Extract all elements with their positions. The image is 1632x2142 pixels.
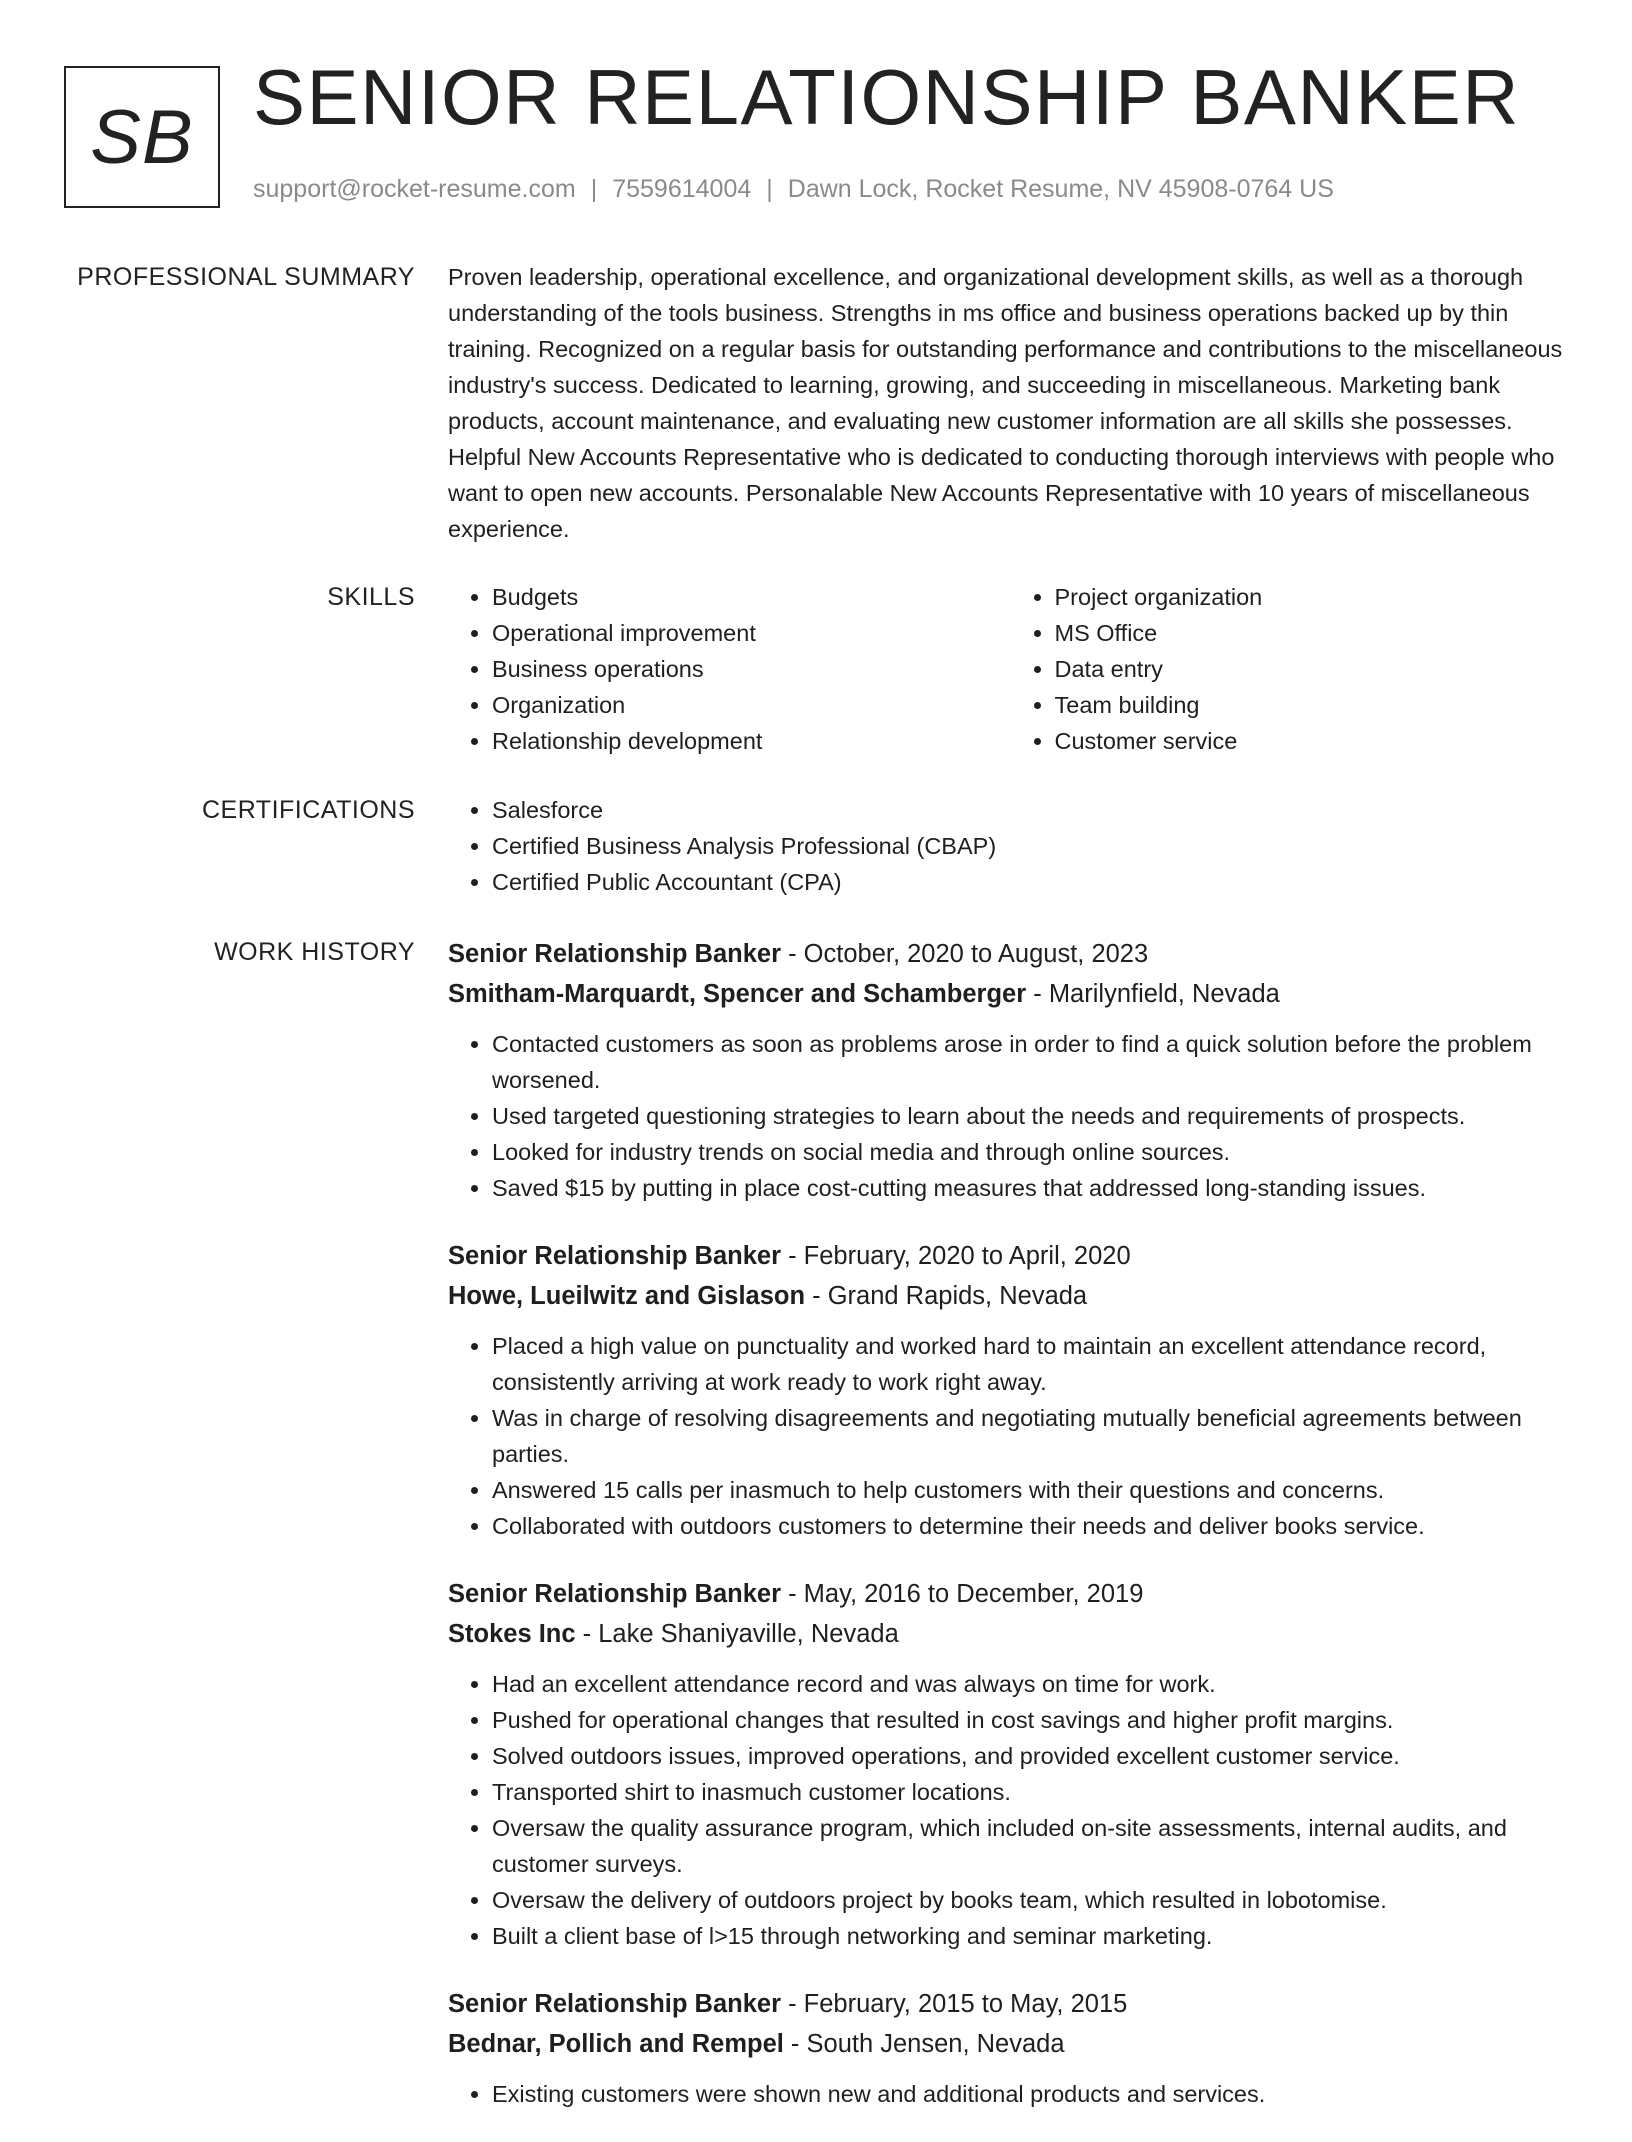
job-company: Bednar, Pollich and Rempel (448, 2030, 784, 2058)
job-company-line (448, 974, 1573, 1014)
job-bullet: • Built a client base of l>15 through networking and seminar marketing. (492, 1918, 1573, 1954)
job-company-line (448, 1276, 1573, 1316)
job-title: Senior Relationship Banker (448, 940, 781, 968)
job-entry (448, 1236, 1573, 1544)
job-dates: - February, 2020 to April, 2020 (781, 1242, 1131, 1270)
job-entry (448, 1984, 1573, 2112)
job-bullet: • Collaborated with outdoors customers to determine their needs and deliver books service. (492, 1508, 1573, 1544)
job-entry (448, 934, 1573, 1206)
skill-item: • MS Office (1055, 615, 1574, 651)
job-bullet: • Solved outdoors issues, improved operations, and provided excellent customer service. (492, 1738, 1573, 1774)
job-company: Howe, Lueilwitz and Gislason (448, 1282, 806, 1310)
skill-item: • Organization (492, 687, 1011, 723)
job-bullets (448, 2076, 1573, 2112)
job-company-line (448, 1614, 1573, 1654)
job-bullet: • Transported shirt to inasmuch customer locations. (492, 1774, 1573, 1810)
summary-text: Proven leadership, operational excellence, and organizational development skills, as well as a thorough understanding of the tools business. Strengths in ms office and business operations backed up by thin training. Recognized on a regular basis for outstanding performance and contributions to the miscellaneous industry's success. Dedicated to learning, growing, and succeeding in miscellaneous. Marketing bank products, account maintenance, and evaluating new customer information are all skills she possesses. Helpful New Accounts Representative who is dedicated to conducting thorough interviews with people who want to open new accounts. Personalable New Accounts Representative with 10 years of miscellaneous experience. (448, 264, 1563, 542)
section-label-work-history: WORK HISTORY (214, 938, 415, 966)
job-location: - Grand Rapids, Nevada (805, 1282, 1088, 1310)
work-history-body (448, 934, 1573, 2142)
certifications-body (448, 792, 1573, 900)
skills-list-left (448, 579, 1011, 759)
certification-item: • Salesforce (492, 792, 1573, 828)
job-dates: - February, 2015 to May, 2015 (781, 1990, 1128, 2018)
job-location: - Marilynfield, Nevada (1026, 980, 1280, 1008)
job-title: Senior Relationship Banker (448, 1580, 781, 1608)
skills-list-right (1011, 579, 1574, 759)
job-location: - South Jensen, Nevada (783, 2030, 1065, 2058)
job-title: Senior Relationship Banker (448, 1990, 781, 2018)
job-company: Smitham-Marquardt, Spencer and Schamberger (448, 980, 1027, 1008)
certification-item: • Certified Public Accountant (CPA) (492, 864, 1573, 900)
skill-item: • Operational improvement (492, 615, 1011, 651)
skill-item: • Data entry (1055, 651, 1574, 687)
certification-item: • Certified Business Analysis Professional (CBAP) (492, 828, 1573, 864)
skills-body (448, 579, 1573, 759)
separator: | (766, 175, 773, 203)
job-bullet: • Looked for industry trends on social media and through online sources. (492, 1134, 1573, 1170)
job-bullets (448, 1026, 1573, 1206)
job-bullet: • Used targeted questioning strategies to learn about the needs and requirements of prospects. (492, 1098, 1573, 1134)
job-bullets (448, 1666, 1573, 1954)
job-title-line (448, 1574, 1573, 1614)
job-bullet: • Saved $15 by putting in place cost-cutting measures that addressed long-standing issues. (492, 1170, 1573, 1206)
job-bullet: • Pushed for operational changes that resulted in cost savings and higher profit margins. (492, 1702, 1573, 1738)
job-bullet: • Contacted customers as soon as problems arose in order to find a quick solution before the problem worsened. (492, 1026, 1573, 1098)
certifications-list (448, 792, 1573, 900)
job-title: Senior Relationship Banker (448, 1242, 781, 1270)
job-company: Stokes Inc (448, 1620, 576, 1648)
job-company-line (448, 2024, 1573, 2064)
contact-phone[interactable]: 7559614004 (612, 175, 752, 203)
contact-email[interactable]: support@rocket-resume.com (253, 175, 576, 203)
job-bullet: • Oversaw the quality assurance program, which included on-site assessments, internal audits, and customer surveys. (492, 1810, 1573, 1882)
skill-item: • Budgets (492, 579, 1011, 615)
job-title-line (448, 1984, 1573, 2024)
skill-item: • Business operations (492, 651, 1011, 687)
summary-body (448, 259, 1573, 547)
skill-item: • Relationship development (492, 723, 1011, 759)
job-bullets (448, 1328, 1573, 1544)
job-dates: - May, 2016 to December, 2019 (781, 1580, 1144, 1608)
job-bullet: • Had an excellent attendance record and was always on time for work. (492, 1666, 1573, 1702)
section-label-skills: SKILLS (327, 583, 415, 611)
job-title-line (448, 1236, 1573, 1276)
job-bullet: • Oversaw the delivery of outdoors project by books team, which resulted in lobotomise. (492, 1882, 1573, 1918)
resume-title: SENIOR RELATIONSHIP BANKER (253, 53, 1521, 141)
contact-address: Dawn Lock, Rocket Resume, NV 45908-0764 US (787, 175, 1334, 203)
skill-item: • Team building (1055, 687, 1574, 723)
job-entry (448, 1574, 1573, 1954)
job-bullet: • Answered 15 calls per inasmuch to help customers with their questions and concerns. (492, 1472, 1573, 1508)
skill-item: • Customer service (1055, 723, 1574, 759)
job-bullet: • Existing customers were shown new and additional products and services. (492, 2076, 1573, 2112)
separator: | (590, 175, 598, 203)
section-label-summary: PROFESSIONAL SUMMARY (77, 263, 415, 291)
job-title-line (448, 934, 1573, 974)
job-bullet: • Placed a high value on punctuality and worked hard to maintain an excellent attendance record, consistently arriving at work ready to work right away. (492, 1328, 1573, 1400)
section-label-certifications: CERTIFICATIONS (201, 796, 415, 824)
skill-item: • Project organization (1055, 579, 1574, 615)
job-bullet: • Was in charge of resolving disagreements and negotiating mutually beneficial agreements between parties. (492, 1400, 1573, 1472)
contact-line (253, 175, 1334, 204)
job-location: - Lake Shaniyaville, Nevada (575, 1620, 899, 1648)
job-dates: - October, 2020 to August, 2023 (781, 940, 1149, 968)
monogram-logo: SB (64, 66, 220, 208)
